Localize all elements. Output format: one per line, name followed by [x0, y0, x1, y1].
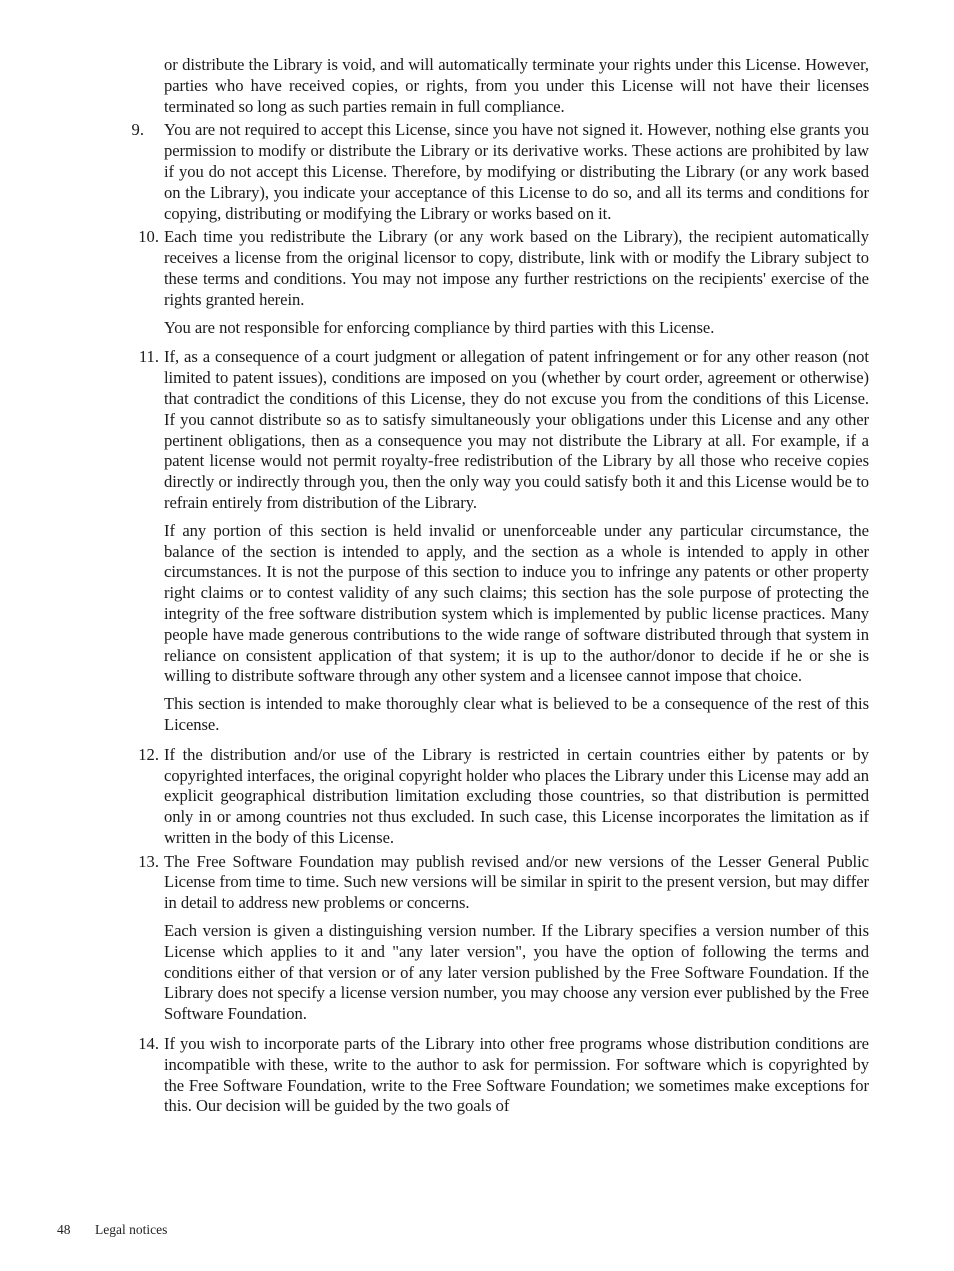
- item-paragraph: Each version is given a distinguishing version number. If the Library specifies a version number of this License which applies to it and "any later version", you have the option of following the terms and conditions either of that version or of any later version published by the Free Software Foundation. If the Library does not specify a license version number, you may choose any version ever published by the Free Software Foundation.: [164, 921, 869, 1024]
- item-number: 11.: [138, 347, 159, 367]
- item-paragraph: The Free Software Foundation may publish revised and/or new versions of the Lesser General Public License from time to time. Such new versions will be similar in spirit to the present version, but may differ in detail to address new problems or concerns.: [164, 851, 869, 913]
- item-paragraph: You are not required to accept this License, since you have not signed it. However, nothing else grants you permission to modify or distribute the Library or its derivative works. These actions are prohibited by law if you do not accept this License. Therefore, by modifying or distributing the Library (or any work based on the Library), you indicate your acceptance of this License to do so, and all its terms and conditions for copying, distributing or modifying the Library or works based on it.: [164, 120, 869, 223]
- item-paragraph: If any portion of this section is held invalid or unenforceable under any particular circumstance, the balance of the section is intended to apply, and the section as a whole is intended to apply in other circumstances. It is not the purpose of this section to induce you to infringe any patents or other property right claims or to contest validity of any such claims; this section has the sole purpose of protecting the integrity of the free software distribution system which is implemented by public license practices. Many people have made generous contributions to the wide range of software distributed through that system in reliance on consistent application of that system; it is up to the author/donor to decide if he or she is willing to distribute software through any other system and a licensee cannot impose that choice.: [164, 520, 869, 686]
- list-item-10: [125, 227, 869, 338]
- item-paragraph: If the distribution and/or use of the Library is restricted in certain countries either by patents or by copyrighted interfaces, the original copyright holder who places the Library under this License may add an explicit geographical distribution limitation excluding those countries, so that distribution is permitted only in or among countries not thus excluded. In such case, this License incorporates the limitation as if written in the body of this License.: [164, 744, 869, 847]
- item-paragraph: You are not responsible for enforcing compliance by third parties with this License.: [164, 317, 715, 337]
- item-number: 13.: [138, 851, 159, 871]
- intro-paragraph: or distribute the Library is void, and will automatically terminate your rights under this License. However, parties who have received copies, or rights, from you under this License will not have their licenses terminated so long as such parties remain in full compliance.: [164, 55, 869, 116]
- item-number: 9.: [131, 120, 144, 140]
- list-item-11: [125, 347, 869, 735]
- item-paragraph: If, as a consequence of a court judgment or allegation of patent infringement or for any other reason (not limited to patent issues), conditions are imposed on you (whether by court order, agreement or otherwise) that contradict the conditions of this License, they do not excuse you from the conditions of this License. If you cannot distribute so as to satisfy simultaneously your obligations under this License and any other pertinent obligations, then as a consequence you may not distribute the Library at all. For example, if a patent license would not permit royalty-free redistribution of the Library by all those who receive copies directly or indirectly through you, then the only way you could satisfy both it and this License would be to refrain entirely from distribution of the Library.: [164, 347, 869, 512]
- page-footer: [57, 1222, 167, 1238]
- item-paragraph: This section is intended to make thoroughly clear what is believed to be a consequence of the rest of this License.: [164, 694, 869, 734]
- page-number: 48: [57, 1222, 71, 1237]
- list-item-13: [125, 852, 869, 1025]
- item-paragraph: If you wish to incorporate parts of the Library into other free programs whose distribution conditions are incompatible with these, write to the author to ask for permission. For software which is copyrighted by the Free Software Foundation, write to the Free Software Foundation; we sometimes make exceptions for this. Our decision will be guided by the two goals of: [164, 1034, 869, 1116]
- item-paragraph: Each time you redistribute the Library (or any work based on the Library), the recipient automatically receives a license from the original licensor to copy, distribute, link with or modify the Library subject to these terms and conditions. You may not impose any further restrictions on the recipients' exercise of the rights granted herein.: [164, 227, 869, 309]
- item-number: 10.: [138, 227, 159, 247]
- list-item-9: [125, 120, 869, 224]
- item-number: 12.: [138, 744, 159, 764]
- footer-section-title: Legal notices: [95, 1222, 168, 1237]
- list-item-14: [125, 1034, 869, 1117]
- item-number: 14.: [138, 1034, 159, 1054]
- license-text: [125, 55, 869, 1117]
- list-item-12: [125, 745, 869, 849]
